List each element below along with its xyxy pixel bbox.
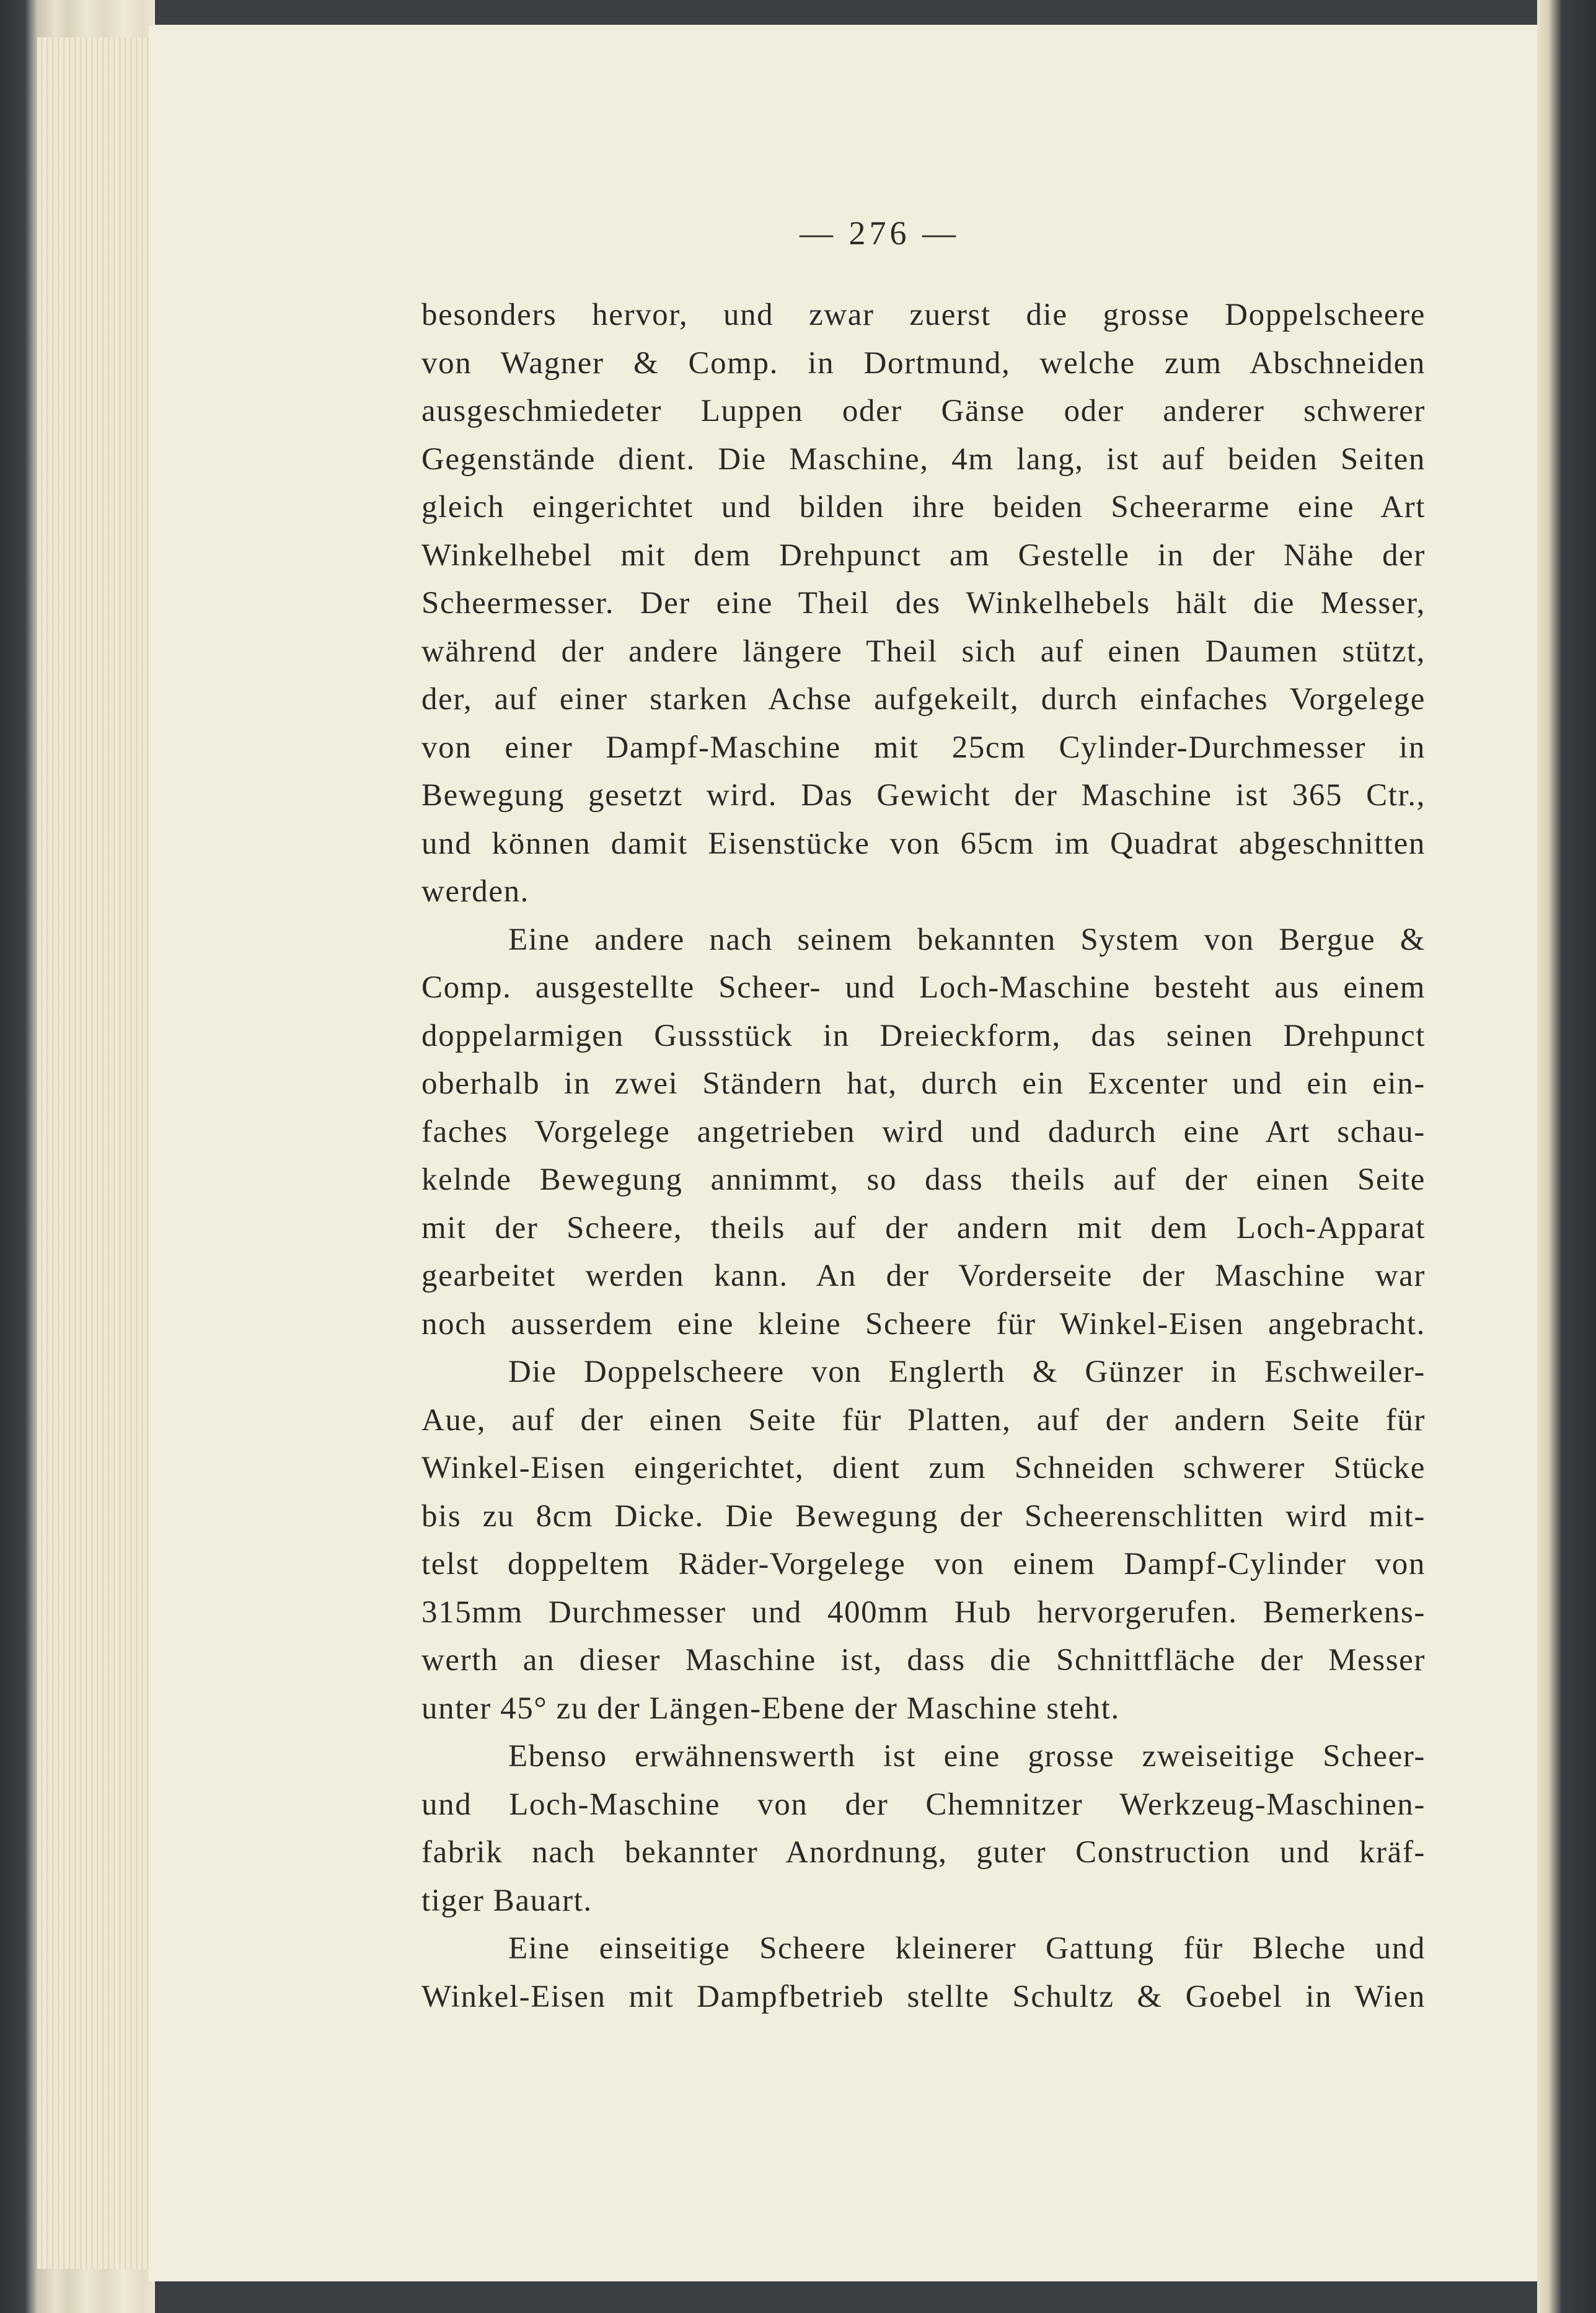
text-line: besonders hervor, und zwar zuerst die grosse Doppelscheere — [421, 298, 1426, 332]
text-line: bis zu 8cm Dicke. Die Bewegung der Scheerenschlitten wird mit- — [421, 1498, 1426, 1534]
text-line: tiger Bauart. — [421, 1883, 593, 1918]
text-line: werth an dieser Maschine ist, dass die Schnittfläche der Messer — [421, 1643, 1426, 1678]
text-line: doppelarmigen Gussstück in Dreieckform, das seinen Drehpunct — [421, 1018, 1426, 1053]
text-line: oberhalb in zwei Ständern hat, durch ein Excenter und ein ein- — [421, 1066, 1426, 1101]
text-line: Bewegung gesetzt wird. Das Gewicht der Maschine ist 365 Ctr., — [421, 778, 1426, 813]
page-body-text — [421, 291, 1426, 2021]
page-stack — [37, 37, 155, 2269]
text-line: Winkel-Eisen eingerichtet, dient zum Schneiden schwerer Stücke — [421, 1451, 1426, 1485]
text-line: von Wagner & Comp. in Dortmund, welche zum Abschneiden — [421, 345, 1426, 381]
book-edge-right — [1537, 0, 1596, 2313]
text-line: fabrik nach bekannter Anordnung, guter Construction und kräf- — [421, 1835, 1426, 1870]
text-line: und können damit Eisenstücke von 65cm im Quadrat abgeschnitten — [421, 826, 1426, 861]
text-line: gleich eingerichtet und bilden ihre beiden Scheerarme eine Art — [421, 490, 1426, 524]
text-line: Gegenstände dient. Die Maschine, 4m lang, ist auf beiden Seiten — [421, 441, 1426, 477]
text-line: Comp. ausgestellte Scheer- und Loch-Maschine besteht aus einem — [421, 970, 1426, 1005]
text-line: und Loch-Maschine von der Chemnitzer Werkzeug-Maschinen- — [421, 1787, 1426, 1822]
text-line: noch ausserdem eine kleine Scheere für Winkel-Eisen angebracht. — [421, 1306, 1426, 1342]
text-line: der, auf einer starken Achse aufgekeilt, durch einfaches Vorgelege — [421, 682, 1426, 717]
text-line: Eine andere nach seinem bekannten System von Bergue & — [508, 922, 1426, 957]
text-line: Eine einseitige Scheere kleinerer Gattung für Bleche und — [508, 1931, 1426, 1966]
text-line: kelnde Bewegung annimmt, so dass theils auf der einen Seite — [421, 1162, 1426, 1197]
text-line: werden. — [421, 874, 530, 909]
text-line: telst doppeltem Räder-Vorgelege von einem Dampf-Cylinder von — [421, 1547, 1426, 1581]
text-line: Die Doppelscheere von Englerth & Günzer in Eschweiler- — [508, 1355, 1426, 1389]
text-line: ausgeschmiedeter Luppen oder Gänse oder anderer schwerer — [421, 394, 1426, 428]
text-line: Aue, auf der einen Seite für Platten, auf der andern Seite für — [421, 1402, 1426, 1438]
text-line: faches Vorgelege angetrieben wird und dadurch eine Art schau- — [421, 1114, 1426, 1149]
text-line: während der andere längere Theil sich auf einen Daumen stützt, — [421, 634, 1426, 669]
text-line: mit der Scheere, theils auf der andern mit dem Loch-Apparat — [421, 1210, 1426, 1245]
page-number-header: — 276 — — [800, 214, 959, 252]
text-line: gearbeitet werden kann. An der Vorderseite der Maschine war — [421, 1258, 1426, 1293]
text-line: Ebenso erwähnenswerth ist eine grosse zweiseitige Scheer- — [508, 1739, 1426, 1774]
text-line: von einer Dampf-Maschine mit 25cm Cylinder-Durchmesser in — [421, 730, 1426, 765]
text-line: Winkel-Eisen mit Dampfbetrieb stellte Schultz & Goebel in Wien — [421, 1979, 1426, 2014]
text-line: 315mm Durchmesser und 400mm Hub hervorgerufen. Bemerkens- — [421, 1594, 1426, 1630]
text-line: Winkelhebel mit dem Drehpunct am Gestelle in der Nähe der — [421, 537, 1426, 573]
text-line: unter 45° zu der Längen-Ebene der Maschine steht. — [421, 1691, 1120, 1726]
text-line: Scheermesser. Der eine Theil des Winkelhebels hält die Messer, — [421, 586, 1426, 621]
